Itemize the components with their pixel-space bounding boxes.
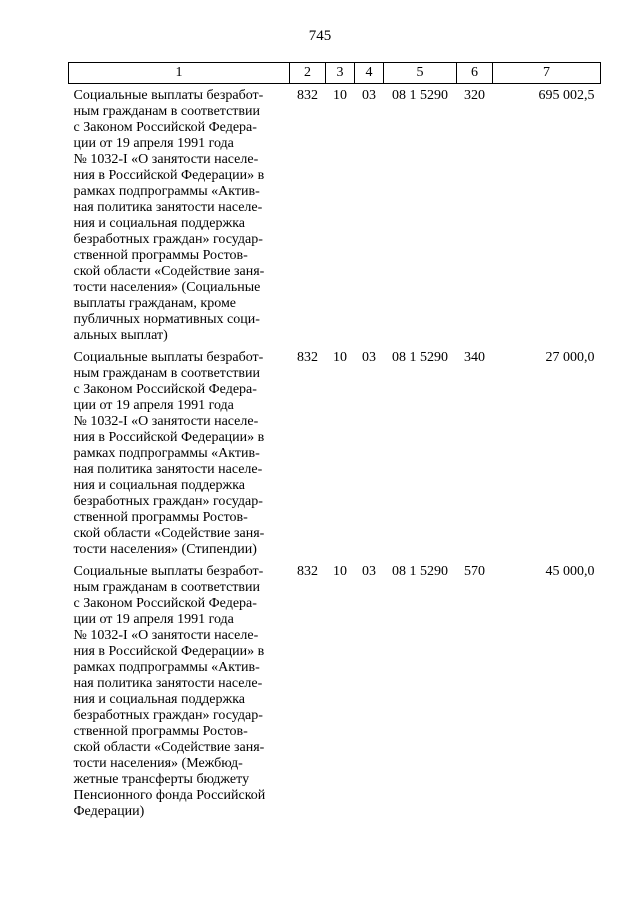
table-row (69, 558, 601, 820)
description-line: ным гражданам в соответствии (73, 366, 261, 381)
description-line: безработных граждан» государ- (73, 494, 263, 509)
cell-c6: 340 (464, 350, 485, 365)
row-description (69, 84, 290, 345)
description-line: Федерации) (73, 804, 145, 819)
description-line: с Законом Российской Федера- (73, 382, 257, 397)
cell-c2: 832 (297, 350, 318, 365)
cell-c4: 03 (362, 88, 376, 103)
description-line: жетные трансферты бюджету (73, 772, 250, 787)
description-line: ции от 19 апреля 1991 года (73, 398, 234, 413)
header-cell-2: 2 (290, 63, 326, 84)
cell-c3: 10 (333, 564, 347, 579)
cell-c3: 10 (333, 350, 347, 365)
header-cell-5: 5 (384, 63, 457, 84)
header-cell-4: 4 (355, 63, 384, 84)
description-line: с Законом Российской Федера- (73, 120, 257, 135)
description-line: выплаты гражданам, кроме (73, 296, 237, 311)
table-row (69, 344, 601, 558)
cell-c6: 570 (464, 564, 485, 579)
description-line: ственной программы Ростов- (73, 510, 248, 525)
header-cell-3: 3 (326, 63, 355, 84)
description-line: Пенсионного фонда Российской (73, 788, 266, 803)
table-row (69, 84, 601, 345)
description-line: ная политика занятости населе- (73, 462, 263, 477)
cell-c7: 27 000,0 (545, 350, 595, 365)
header-cell-1: 1 (69, 63, 290, 84)
row-description (69, 344, 290, 558)
description-line: ния в Российской Федерации» в (73, 168, 265, 183)
page-number: 745 (308, 28, 332, 44)
cell-c6: 320 (464, 88, 485, 103)
cell-c7: 695 002,5 (538, 88, 595, 103)
description-line: ственной программы Ростов- (73, 248, 248, 263)
description-line: ственной программы Ростов- (73, 724, 248, 739)
description-line: ная политика занятости населе- (73, 200, 263, 215)
header-cell-7: 7 (493, 63, 601, 84)
cell-c3: 10 (333, 88, 347, 103)
description-line: Социальные выплаты безработ- (73, 350, 264, 365)
description-line: ния и социальная поддержка (73, 478, 245, 493)
cell-c2: 832 (297, 88, 318, 103)
description-line: № 1032-I «О занятости населе- (73, 414, 259, 429)
cell-c4: 03 (362, 564, 376, 579)
description-line: ным гражданам в соответствии (73, 580, 261, 595)
description-line: рамках подпрограммы «Актив- (73, 446, 260, 461)
description-line: № 1032-I «О занятости населе- (73, 628, 259, 643)
header-row (69, 63, 601, 84)
description-line: альных выплат) (73, 328, 168, 343)
cell-c2: 832 (297, 564, 318, 579)
description-line: ния в Российской Федерации» в (73, 644, 265, 659)
description-line: ской области «Содействие заня- (73, 264, 265, 279)
header-cell-6: 6 (457, 63, 493, 84)
budget-table (68, 62, 601, 820)
description-line: ции от 19 апреля 1991 года (73, 136, 234, 151)
description-line: тости населения» (Межбюд- (73, 756, 243, 771)
description-line: ния и социальная поддержка (73, 216, 245, 231)
description-line: Социальные выплаты безработ- (73, 88, 264, 103)
description-line: рамках подпрограммы «Актив- (73, 660, 260, 675)
description-line: ная политика занятости населе- (73, 676, 263, 691)
description-line: тости населения» (Стипендии) (73, 542, 257, 557)
description-line: Социальные выплаты безработ- (73, 564, 264, 579)
description-line: безработных граждан» государ- (73, 232, 263, 247)
description-line: ным гражданам в соответствии (73, 104, 261, 119)
description-line: ции от 19 апреля 1991 года (73, 612, 234, 627)
row-description (69, 558, 290, 820)
cell-c7: 45 000,0 (545, 564, 595, 579)
description-line: ния в Российской Федерации» в (73, 430, 265, 445)
cell-c5: 08 1 5290 (392, 88, 448, 103)
description-line: с Законом Российской Федера- (73, 596, 257, 611)
description-line: рамках подпрограммы «Актив- (73, 184, 260, 199)
description-line: ской области «Содействие заня- (73, 740, 265, 755)
cell-c4: 03 (362, 350, 376, 365)
cell-c5: 08 1 5290 (392, 350, 448, 365)
description-line: ния и социальная поддержка (73, 692, 245, 707)
description-line: № 1032-I «О занятости населе- (73, 152, 259, 167)
description-line: публичных нормативных соци- (73, 312, 260, 327)
description-line: ской области «Содействие заня- (73, 526, 265, 541)
description-line: тости населения» (Социальные (73, 280, 261, 295)
description-line: безработных граждан» государ- (73, 708, 263, 723)
cell-c5: 08 1 5290 (392, 564, 448, 579)
